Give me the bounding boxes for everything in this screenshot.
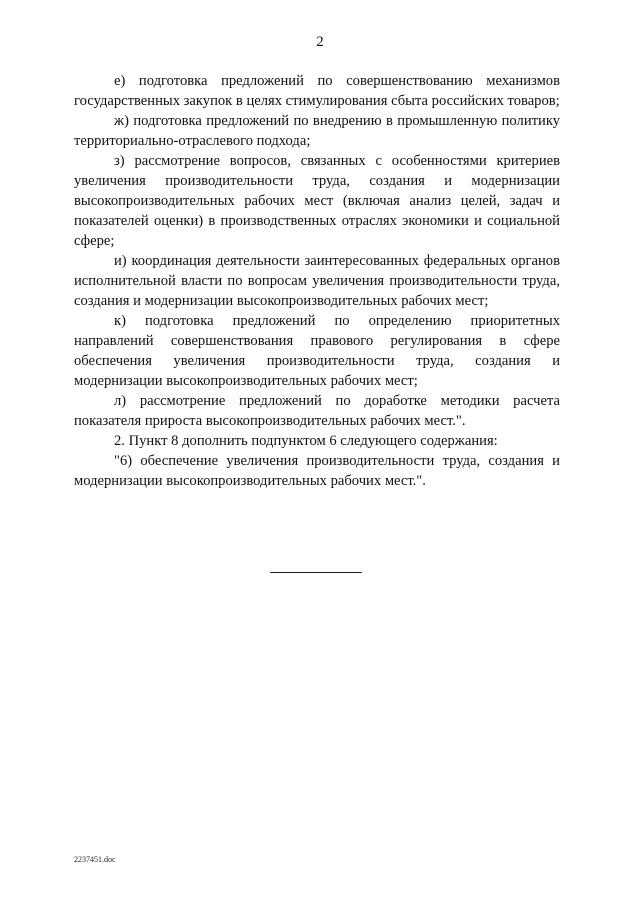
paragraph-item-z: з) рассмотрение вопросов, связанных с особенностями критериев увеличения производительности труда, создания и модернизации высокопроизводительных рабочих мест (включая анализ целей, задач и показателей оценки) в производственных отраслях экономики и социальной сфере; [74,153,560,249]
paragraph-item-i: и) координация деятельности заинтересованных федеральных органов исполнительной власти по вопросам увеличения производительности труда, создания и модернизации высокопроизводительных рабочих мест; [74,253,560,309]
paragraph-item-e: е) подготовка предложений по совершенствованию механизмов государственных закупок в целях стимулирования сбыта российских товаров; [74,73,560,109]
document-body [74,71,560,491]
paragraph-item-zh: ж) подготовка предложений по внедрению в промышленную политику территориально-отраслевого подхода; [74,113,560,149]
page-number: 2 [316,34,324,50]
paragraph-item-l: л) рассмотрение предложений по доработке методики расчета показателя прироста высокопроизводительных рабочих мест.". [74,393,560,429]
paragraph-point-2: 2. Пункт 8 дополнить подпунктом 6 следующего содержания: [114,433,498,449]
end-separator-line [270,572,362,573]
paragraph-item-k: к) подготовка предложений по определению приоритетных направлений совершенствования правового регулирования в сфере обеспечения увеличения производительности труда, создания и модернизации высокопроизводительных рабочих мест; [74,313,560,389]
paragraph-subpoint-6: "6) обеспечение увеличения производительности труда, создания и модернизации высокопроизводительных рабочих мест.". [74,453,560,489]
document-filename: 2237451.doc [74,855,116,864]
